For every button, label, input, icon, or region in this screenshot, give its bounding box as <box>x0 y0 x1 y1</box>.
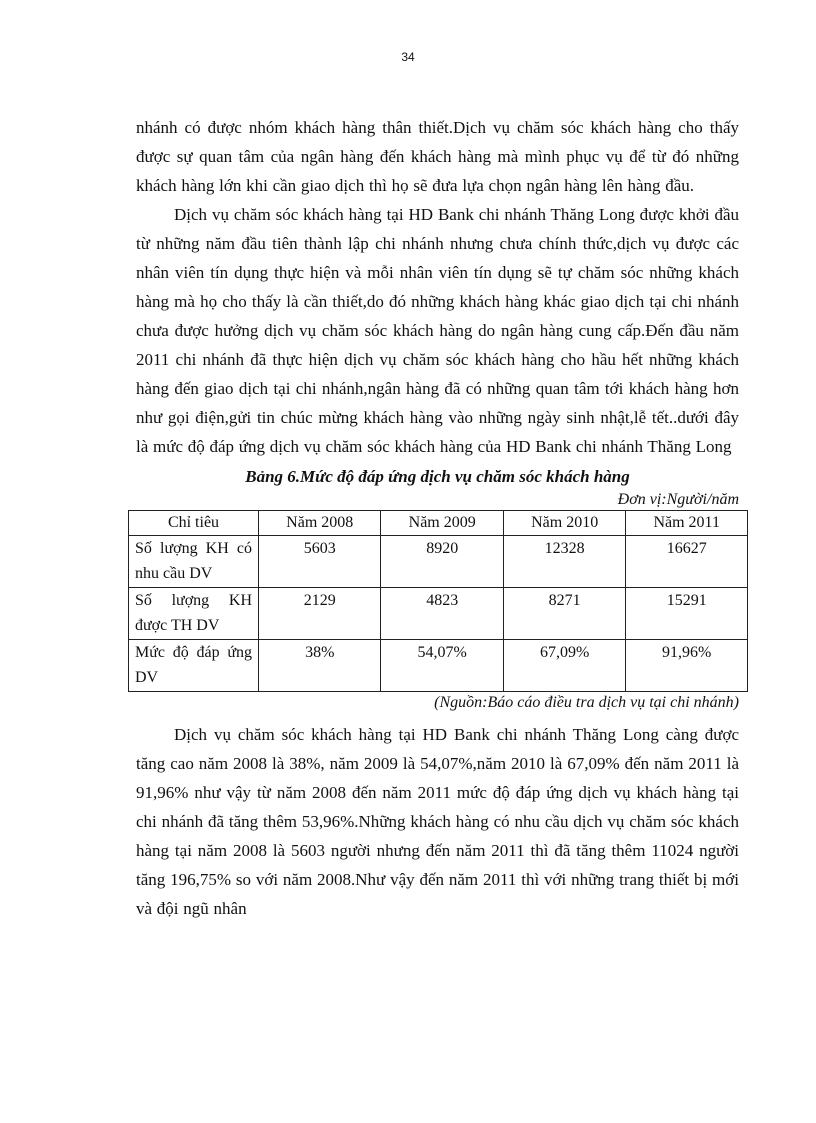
table-cell: 54,07% <box>381 640 503 692</box>
header-indicator: Chỉ tiêu <box>129 511 259 536</box>
table-cell: 4823 <box>381 588 503 640</box>
row-label: Số lượng KH có nhu cầu DV <box>129 536 259 588</box>
paragraph-analysis: Dịch vụ chăm sóc khách hàng tại HD Bank chi nhánh Thăng Long càng được tăng cao năm 2008 là 38%, năm 2009 là 54,07%,năm 2010 là 67,09% đến năm 2011 là 91,96% như vậy từ năm 2008 đến năm 2011 mức độ đáp ứng dịch vụ khách hàng tại chi nhánh đã tăng thêm 53,96%.Những khách hàng có nhu cầu dịch vụ chăm sóc khách hàng tại năm 2008 là 5603 người nhưng đến năm 2011 thì đã tăng thêm 11024 người tăng 196,75% so với năm 2008.Như vậy đến năm 2011 thì với những trang thiết bị mới và đội ngũ nhân <box>136 725 739 918</box>
table-cell: 12328 <box>503 536 625 588</box>
row-label: Mức độ đáp ứng DV <box>129 640 259 692</box>
paragraph-continuation: nhánh có được nhóm khách hàng thân thiết.Dịch vụ chăm sóc khách hàng cho thấy được sự quan tâm của ngân hàng đến khách hàng mà mình phục vụ để từ đó những khách hàng lớn khi cần giao dịch thì họ sẽ đưa lựa chọn ngân hàng lên hàng đầu. <box>136 118 739 195</box>
table-cell: 15291 <box>626 588 748 640</box>
table-cell: 8920 <box>381 536 503 588</box>
table-row <box>129 640 748 692</box>
paragraph-customer-care-intro: Dịch vụ chăm sóc khách hàng tại HD Bank chi nhánh Thăng Long được khởi đầu từ những năm đầu tiên thành lập chi nhánh nhưng chưa chính thức,dịch vụ được các nhân viên tín dụng thực hiện và mỗi nhân viên tín dụng sẽ tự chăm sóc những khách hàng mà họ cho thấy là cần thiết,do đó những khách hàng khác giao dịch tại chi nhánh chưa được hưởng dịch vụ chăm sóc khách hàng do ngân hàng cung cấp.Đến đầu năm 2011 chi nhánh đã thực hiện dịch vụ chăm sóc khách hàng cho hầu hết những khách hàng đến giao dịch tại chi nhánh,ngân hàng đã có những quan tâm tới khách hàng hơn như gọi điện,gửi tin chúc mừng khách hàng vào những ngày sinh nhật,lễ tết..dưới đây là mức độ đáp ứng dịch vụ chăm sóc khách hàng của HD Bank chi nhánh Thăng Long <box>136 205 739 456</box>
table-cell: 16627 <box>626 536 748 588</box>
table-row <box>129 588 748 640</box>
header-year-2008: Năm 2008 <box>259 511 381 536</box>
header-year-2011: Năm 2011 <box>626 511 748 536</box>
table-header-row <box>129 511 748 536</box>
table-unit: Đơn vị:Người/năm <box>617 491 739 508</box>
row-label: Số lượng KH được TH DV <box>129 588 259 640</box>
table-cell: 5603 <box>259 536 381 588</box>
header-year-2009: Năm 2009 <box>381 511 503 536</box>
document-body <box>136 113 739 923</box>
table-cell: 2129 <box>259 588 381 640</box>
table-title: Bảng 6.Mức độ đáp ứng dịch vụ chăm sóc khách hàng <box>245 467 630 486</box>
table-cell: 8271 <box>503 588 625 640</box>
table-source: (Nguồn:Báo cáo điều tra dịch vụ tại chi nhánh) <box>434 694 739 711</box>
table-cell: 91,96% <box>626 640 748 692</box>
page-number: 34 <box>401 50 415 64</box>
table-row <box>129 536 748 588</box>
header-year-2010: Năm 2010 <box>503 511 625 536</box>
table-cell: 38% <box>259 640 381 692</box>
table-cell: 67,09% <box>503 640 625 692</box>
customer-care-table <box>128 510 748 692</box>
